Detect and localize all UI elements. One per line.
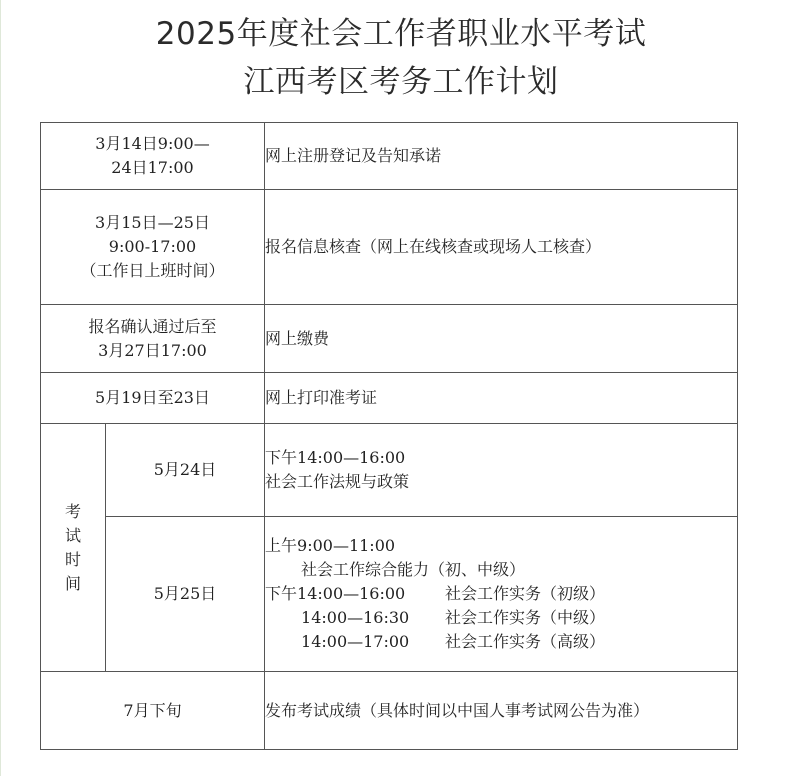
session-subject: 社会工作法规与政策: [265, 472, 410, 491]
item-cell: 发布考试成绩（具体时间以中国人事考试网公告为准）: [265, 672, 738, 750]
page-title-line-1: 2025年度社会工作者职业水平考试: [155, 16, 647, 52]
item-cell: 网上注册登记及告知承诺: [265, 123, 738, 190]
session-time: 下午14:00—16:00: [265, 584, 406, 603]
time-text: 3月15日—25日: [95, 213, 210, 232]
session-subject: 社会工作实务（高级）: [445, 632, 606, 651]
exam-session-cell: [265, 424, 738, 517]
time-cell: [41, 305, 265, 373]
time-text: 24日17:00: [111, 158, 194, 177]
exam-time-label-char: 考: [64, 501, 81, 521]
exam-session-cell: [265, 517, 738, 672]
time-text: 7月下旬: [123, 700, 182, 720]
time-text: 9:00-17:00: [108, 237, 197, 256]
schedule-table: [40, 122, 738, 750]
time-text: 3月27日17:00: [98, 340, 207, 360]
exam-date-cell: 5月24日: [106, 424, 265, 517]
time-cell: [41, 373, 265, 424]
table-row: [41, 517, 738, 672]
table-row: [41, 190, 738, 305]
time-cell: [41, 190, 265, 305]
session-subject: 社会工作实务（初级）: [445, 584, 606, 603]
page-title-line-2: 江西考区考务工作计划: [243, 64, 559, 100]
session-time: 14:00—16:30: [301, 608, 410, 627]
table-row: [41, 424, 738, 517]
item-cell: 网上打印准考证: [265, 373, 738, 424]
exam-time-label-char: 间: [64, 573, 81, 593]
table-row: [41, 373, 738, 424]
time-text: （工作日上班时间）: [80, 261, 225, 280]
exam-time-label-char: 时: [64, 549, 81, 569]
session-subject: 社会工作综合能力（初、中级）: [301, 560, 526, 579]
exam-time-label-cell: [41, 424, 106, 672]
time-cell: [41, 672, 265, 750]
table-row: [41, 123, 738, 190]
afternoon-slot: [265, 582, 737, 606]
item-cell: 网上缴费: [265, 305, 738, 373]
afternoon-slot: [265, 606, 737, 630]
table-row: [41, 672, 738, 750]
session-subject: 社会工作实务（中级）: [445, 608, 606, 627]
exam-time-label-char: 试: [64, 525, 81, 545]
time-text: 3月14日9:00—: [95, 134, 210, 153]
session-time: 下午14:00—16:00: [265, 448, 406, 467]
afternoon-slot: [265, 630, 737, 654]
time-text: 报名确认通过后至: [88, 316, 217, 336]
session-time: 14:00—17:00: [301, 632, 410, 651]
session-time: 上午9:00—11:00: [265, 536, 396, 555]
table-row: [41, 305, 738, 373]
exam-date-cell: 5月25日: [106, 517, 265, 672]
time-cell: [41, 123, 265, 190]
item-cell: 报名信息核查（网上在线核查或现场人工核查）: [265, 190, 738, 305]
time-text: 5月19日至23日: [95, 388, 210, 407]
